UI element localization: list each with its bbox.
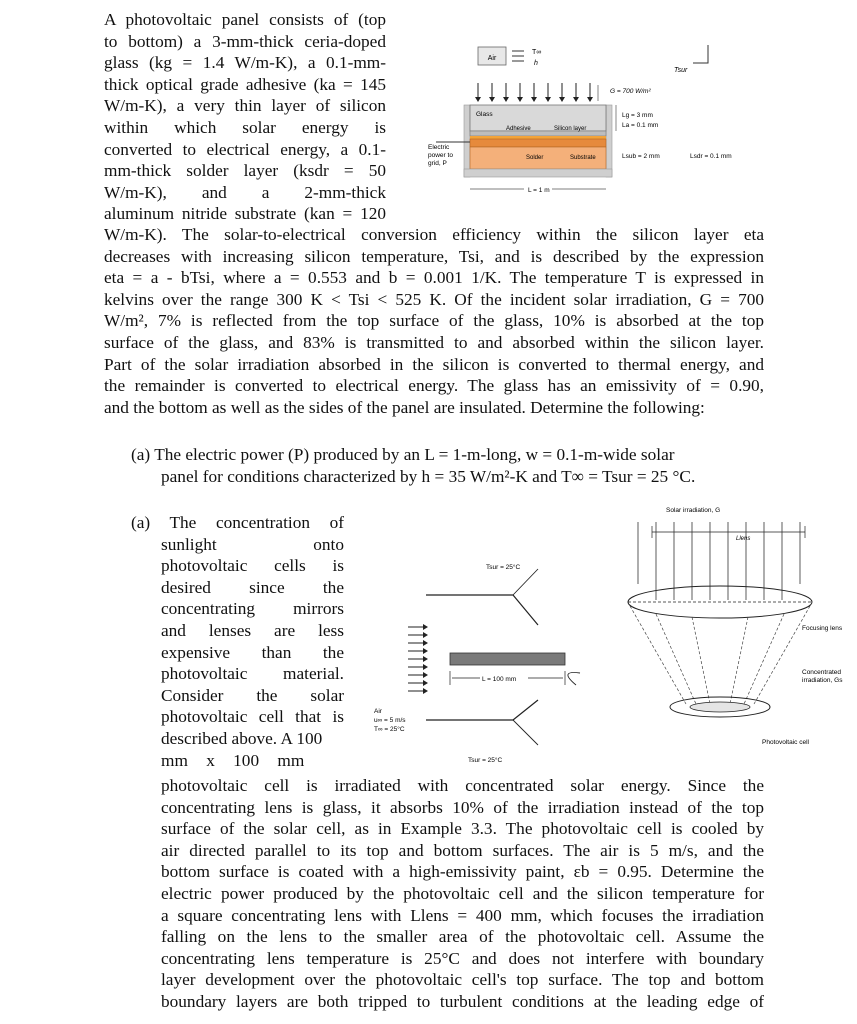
insulation-bottom [464, 169, 612, 177]
air-conditions-label: Air u∞ = 5 m/s T∞ = 25°C [374, 708, 406, 733]
substrate-thickness-label: Lsub = 2 mm [622, 153, 660, 160]
p2-body-line: surface of the solar cell, as in Example 3.3. The photovoltaic cell is cooled by [161, 819, 764, 839]
silicon-layer [470, 136, 606, 139]
p1-intro-line: to bottom) a 3-mm-thick ceria-doped [104, 31, 386, 51]
solar-rays [638, 522, 800, 600]
p2-body-line: concentrating lens temperature is 25°C and does not interfere with boundary [161, 948, 764, 968]
converging-rays [630, 606, 810, 704]
length-label: L = 1 m [528, 187, 550, 194]
p1-intro-line: W/m-K), a very thin layer of silicon [104, 96, 386, 116]
p1-intro-line: mm-thick solder layer (ksdr = 50 [104, 161, 386, 181]
solder-label: Solder [526, 155, 544, 161]
p2-body-line: falling on the lens to the smaller area of the photovoltaic cell. Assume the [161, 927, 764, 947]
p1-intro-line: thick optical grade adhesive (ka = 145 [104, 74, 386, 94]
electric-power-label: Electric power to grid, P [428, 144, 453, 167]
photovoltaic-cell-label: Photovoltaic cell [762, 739, 809, 746]
solder-thickness-label: Lsdr = 0.1 mm [690, 153, 732, 160]
p1-body-line: and the bottom as well as the sides of the panel are insulated. Determine the following: [104, 397, 705, 417]
p2-body-line: boundary layers are both tripped to turbulent conditions at the leading edge of [161, 991, 764, 1011]
p2-intro-line: Consider the solar [161, 685, 344, 705]
air-flow-arrows [408, 627, 424, 691]
p2-body-line: layer development over the photovoltaic cell's top surface. The top and bottom [161, 970, 764, 990]
tsur-bottom-label: Tsur = 25°C [468, 757, 503, 764]
p1-intro-line: within which solar energy is [104, 117, 386, 137]
irradiation-g-label: G = 700 W/m² [610, 88, 651, 95]
substrate-label: Substrate [570, 155, 596, 161]
p1-body-line: decreases with increasing silicon temperature, Tsi, and is described by the expression [104, 246, 764, 266]
p2-body-line: electric power produced by the photovoltaic cell and the silicon temperature for [161, 883, 764, 903]
p2-intro-line: photovoltaic cells is [161, 556, 344, 576]
h-label: h [534, 60, 538, 67]
p2-intro-line: described above. A 100 [161, 728, 323, 748]
p1-intro-line: A photovoltaic panel consists of (top [104, 10, 386, 29]
p2-intro-line: and lenses are less [161, 620, 344, 640]
adhesive-thickness-label: La = 0.1 mm [622, 122, 659, 129]
p1-question-line: (a) The electric power (P) produced by an L = 1-m-long, w = 0.1-m-wide solar [131, 445, 675, 464]
air-flow-arrows [512, 51, 524, 61]
p1-intro-line: aluminum nitride substrate (kan = 120 [104, 204, 386, 224]
p2-body-line: concentrating lens is glass, it absorbs 10% of the irradiation instead of the top [161, 797, 764, 817]
glass-label: Glass [476, 111, 493, 118]
silicon-label: Silicon layer [554, 126, 587, 132]
p2-body-line: bottom surface is coated with a high-emissivity paint, εb = 0.95. Determine the [161, 862, 764, 882]
cell-cooling-figure [368, 555, 588, 770]
pv-panel-figure [428, 43, 753, 203]
solder-layer [470, 139, 606, 147]
air-label: Air [487, 55, 497, 62]
p2-intro-line: sunlight onto [161, 534, 344, 554]
p1-question-line: panel for conditions characterized by h = 35 W/m²-K and T∞ = Tsur = 25 °C. [161, 466, 696, 486]
lens-figure [590, 502, 850, 752]
p2-intro-line: mm x 100 mm [161, 750, 305, 770]
p1-body-line: kelvins over the range 300 K < Tsi < 525 K. Of the incident solar irradiation, G = 700 [104, 289, 764, 309]
p2-intro-line: desired since the [161, 577, 344, 597]
p2-body-line: air directed parallel to its top and bottom surfaces. The air is 5 m/s, and the [161, 840, 764, 860]
focusing-lens-label: Focusing lens [802, 625, 843, 632]
photovoltaic-cell [450, 653, 565, 665]
p1-intro-line: W/m-K), and a 2-mm-thick [104, 182, 386, 202]
p1-body-line: surface of the glass, and 83% is transmitted to and absorbed within the silicon layer. [104, 332, 764, 352]
p2-intro-line: photovoltaic material. [161, 664, 344, 684]
p1-body-line: W/m-K). The solar-to-electrical conversion efficiency within the silicon layer eta [104, 225, 764, 244]
t-inf-label: T∞ [532, 49, 542, 56]
p2-intro-line: (a) The concentration of [131, 513, 344, 532]
problem2-body [161, 775, 764, 1013]
p1-intro-line: converted to electrical energy, a 0.1- [104, 139, 386, 159]
p2-intro-line: expensive than the [161, 642, 344, 662]
p2-body-line: a square concentrating lens with Llens = 400 mm, which focuses the irradiation [161, 905, 764, 925]
p1-body-line: W/m², 7% is reflected from the top surface of the glass, 10% is absorbed at the top [104, 311, 764, 331]
p1-body-line: the remainder is converted to electrical energy. The glass has an emissivity of = 0.90, [104, 376, 764, 396]
problem1-question-a [131, 444, 764, 487]
problem2-intro [131, 512, 344, 771]
tsur-top-label: Tsur = 25°C [486, 564, 521, 571]
cell-length-label: L = 100 mm [482, 676, 517, 683]
p2-body-line: photovoltaic cell is irradiated with concentrated solar energy. Since the [161, 776, 764, 795]
glass-thickness-label: Lg = 3 mm [622, 112, 653, 119]
adhesive-label: Adhesive [506, 126, 531, 132]
p1-body-line: Part of the solar irradiation absorbed in the silicon is converted to thermal energy, and [104, 354, 764, 374]
p2-intro-line: concentrating mirrors [161, 599, 344, 619]
p1-intro-line: glass (kg = 1.4 W/m-K), a 0.1-mm- [104, 53, 386, 73]
t-sur-label: Tsur [674, 67, 688, 74]
problem1-body [104, 224, 764, 418]
concentrated-irradiation-label: Concentrated irradiation, Gs [802, 669, 843, 684]
solar-irradiation-label: Solar irradiation, G [666, 507, 721, 514]
p2-intro-line: photovoltaic cell that is [161, 707, 344, 727]
p1-body-line: eta = a - bTsi, where a = 0.553 and b = 0.001 1/K. The temperature T is expressed in [104, 268, 764, 288]
problem1-intro [104, 9, 386, 225]
lens-size-label: Llens [736, 536, 751, 542]
